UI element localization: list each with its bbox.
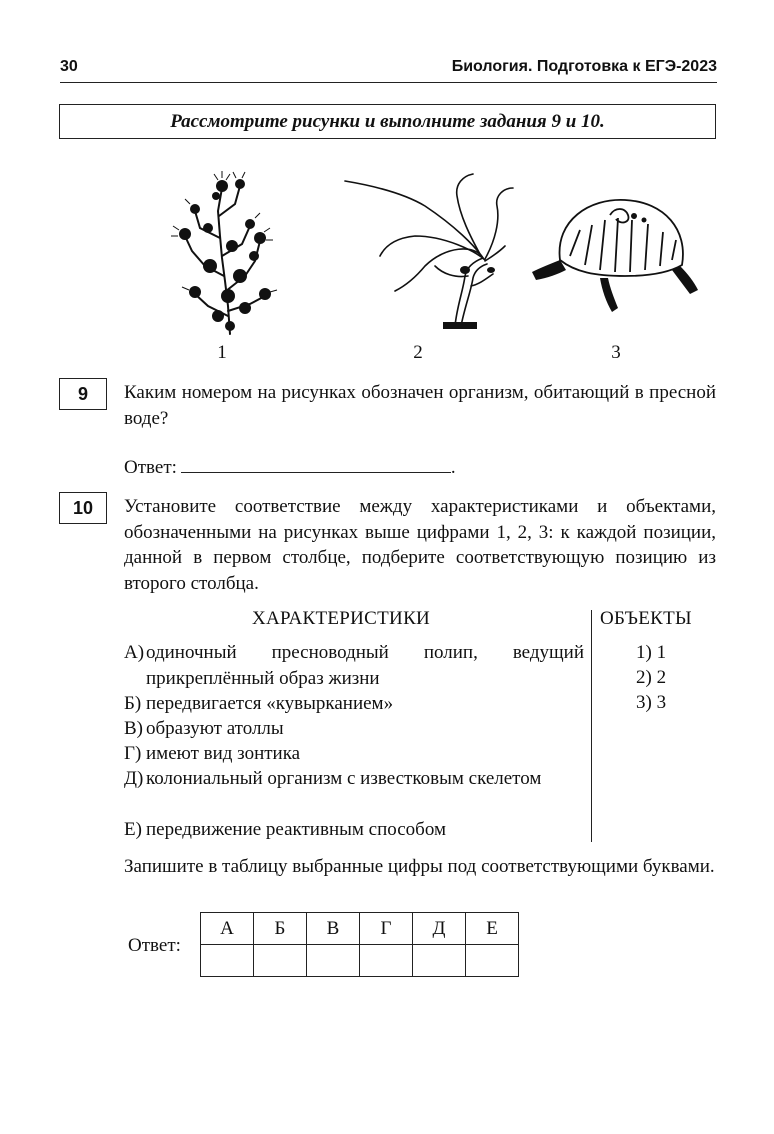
answer-cell-b[interactable]: [254, 945, 307, 977]
object-1: 1) 1: [636, 642, 667, 663]
objects-header: ОБЪЕКТЫ: [600, 608, 692, 629]
jellyfish-icon: [530, 190, 700, 315]
page-header: [60, 56, 717, 83]
task-10-answer-label: Ответ:: [128, 935, 181, 956]
task-9-answer-label: Ответ:: [124, 457, 177, 478]
characteristic-b: Б) передвигается «кувырканием»: [124, 693, 394, 714]
answer-table-header-row: [201, 913, 519, 945]
task-10-instruction: Запишите в таблицу выбранные цифры под соответствующими буквами.: [124, 856, 715, 877]
answer-header-v: В: [307, 913, 360, 945]
answer-cell-a[interactable]: [201, 945, 254, 977]
figure-1-number: 1: [217, 342, 227, 363]
answer-cell-d[interactable]: [413, 945, 466, 977]
task-9-answer: [124, 454, 716, 481]
characteristic-v: В) образуют атоллы: [124, 718, 284, 739]
answer-header-g: Г: [360, 913, 413, 945]
task-10-number: 10: [59, 492, 107, 524]
instruction-banner: Рассмотрите рисунки и выполните задания 9 и 10.: [59, 104, 716, 139]
answer-header-b: Б: [254, 913, 307, 945]
answer-header-a: А: [201, 913, 254, 945]
characteristic-d: Д) колониальный организм с известковым скелетом: [124, 768, 542, 789]
characteristic-e: Е) передвижение реактивным способом: [124, 819, 446, 840]
answer-table: [200, 912, 519, 977]
answer-header-d: Д: [413, 913, 466, 945]
column-divider: [591, 610, 592, 842]
figures-row: [60, 160, 720, 370]
page-number: 30: [60, 58, 78, 75]
characteristics-header: ХАРАКТЕРИСТИКИ: [252, 608, 431, 629]
task-10-text: Установите соответствие между характеристиками и объектами, обозначенными на рисунках выше цифрами 1, 2, 3: к каждой позиции, данной в первом столбце, подберите соответствующую позицию из второго столбца.: [124, 496, 716, 594]
object-3: 3) 3: [636, 692, 667, 713]
task-9-answer-end: .: [450, 457, 456, 478]
figure-2-number: 2: [413, 342, 423, 363]
book-title: Биология. Подготовка к ЕГЭ-2023: [451, 58, 717, 75]
answer-cell-g[interactable]: [360, 945, 413, 977]
task-9-number: 9: [59, 378, 107, 410]
answer-header-e: Е: [466, 913, 519, 945]
characteristic-a: А) одиночный пресноводный полип, ведущий прикреплённый образ жизни: [124, 642, 584, 689]
answer-cell-v[interactable]: [307, 945, 360, 977]
matching-columns: [124, 606, 716, 842]
task-9-answer-field[interactable]: [181, 454, 451, 473]
coral-colony-icon: [170, 166, 280, 336]
characteristic-g: Г) имеют вид зонтика: [124, 743, 301, 764]
hydra-icon: [325, 166, 525, 336]
object-2: 2) 2: [636, 667, 667, 688]
task-9-text: Каким номером на рисунках обозначен организм, обитающий в пресной воде?: [124, 382, 716, 429]
figure-3-number: 3: [611, 342, 621, 363]
answer-cell-e[interactable]: [466, 945, 519, 977]
answer-table-input-row: [201, 945, 519, 977]
